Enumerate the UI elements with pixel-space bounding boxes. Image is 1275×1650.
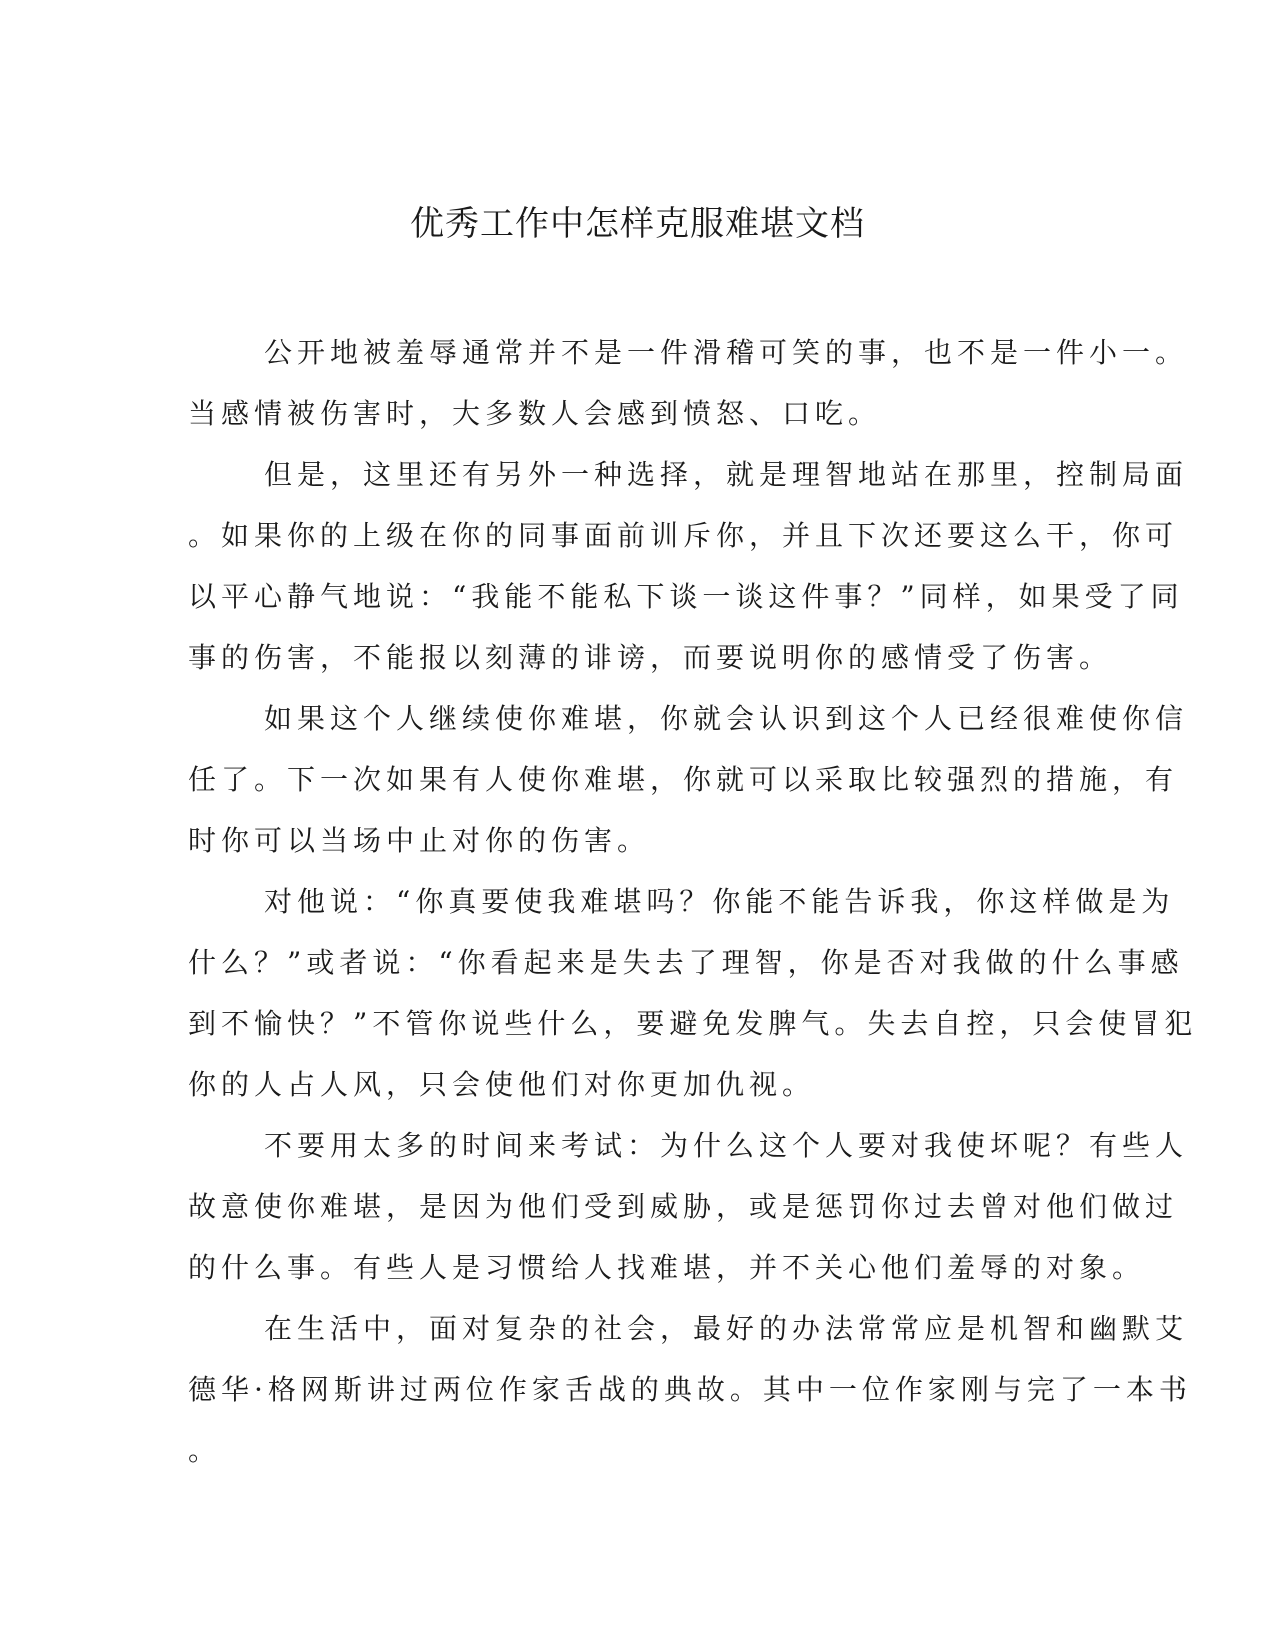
text-line: 时你可以当场中止对你的伤害。 — [188, 824, 651, 857]
text-line: 什么？”或者说：“你看起来是失去了理智，你是否对我做的什么事感 — [188, 946, 1184, 979]
text-line: 。如果你的上级在你的同事面前训斥你，并且下次还要这么干，你可 — [188, 519, 1179, 552]
text-line: 任了。下一次如果有人使你难堪，你就可以采取比较强烈的措施，有 — [188, 763, 1179, 796]
text-line: 但是，这里还有另外一种选择，就是理智地站在那里，控制局面 — [264, 458, 1189, 491]
document-title: 优秀工作中怎样克服难堪文档 — [410, 204, 865, 244]
text-line: 。 — [188, 1434, 222, 1467]
text-line: 你的人占人风，只会使他们对你更加仇视。 — [188, 1068, 816, 1101]
text-line: 以平心静气地说：“我能不能私下谈一谈这件事？”同样，如果受了同 — [188, 580, 1184, 613]
text-line: 对他说：“你真要使我难堪吗？你能不能告诉我，你这样做是为 — [264, 885, 1175, 918]
text-line: 故意使你难堪，是因为他们受到威胁，或是惩罚你过去曾对他们做过 — [188, 1190, 1179, 1223]
text-line: 当感情被伤害时，大多数人会感到愤怒、口吃。 — [188, 397, 882, 430]
text-line: 德华·格网斯讲过两位作家舌战的典故。其中一位作家刚与完了一本书 — [188, 1373, 1192, 1406]
text-line: 事的伤害，不能报以刻薄的诽谤，而要说明你的感情受了伤害。 — [188, 641, 1113, 674]
text-line: 如果这个人继续使你难堪，你就会认识到这个人已经很难使你信 — [264, 702, 1189, 735]
text-line: 的什么事。有些人是习惯给人找难堪，并不关心他们羞辱的对象。 — [188, 1251, 1146, 1284]
text-line: 在生活中，面对复杂的社会，最好的办法常常应是机智和幽默艾 — [264, 1312, 1189, 1345]
text-line: 不要用太多的时间来考试：为什么这个人要对我使坏呢？有些人 — [264, 1129, 1189, 1162]
text-line: 到不愉快？”不管你说些什么，要避免发脾气。失去自控，只会使冒犯 — [188, 1007, 1198, 1040]
document-body — [188, 322, 1198, 1481]
text-line: 公开地被羞辱通常并不是一件滑稽可笑的事，也不是一件小一。 — [264, 336, 1189, 369]
